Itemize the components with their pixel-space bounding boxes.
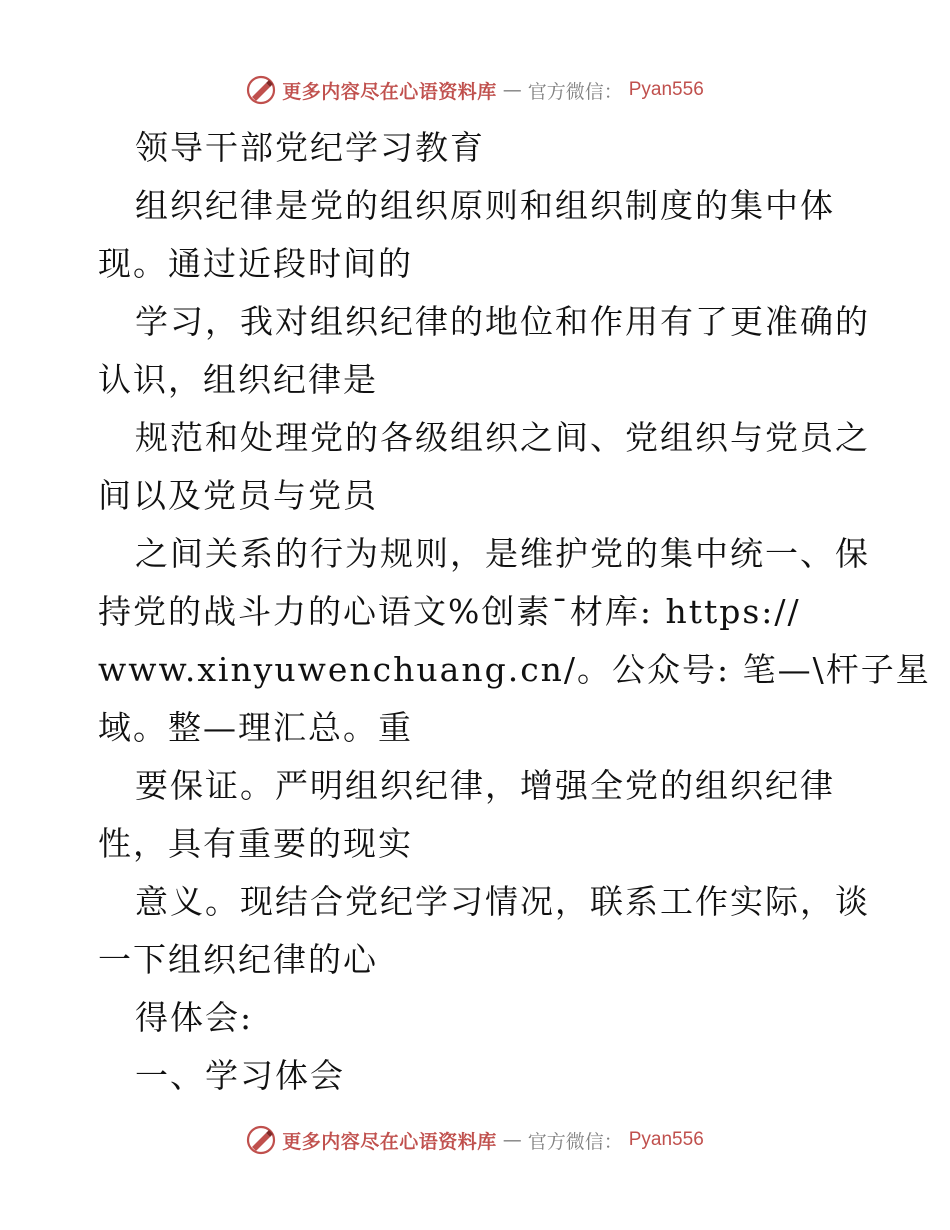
- header-banner-separator: —: [502, 79, 522, 101]
- footer-contact-id: Pyan556: [628, 1129, 704, 1150]
- paragraph-line: 一下组织纪律的心: [98, 940, 378, 979]
- paragraph-line: 之间关系的行为规则，是维护党的集中统一、保: [135, 534, 870, 573]
- pen-logo-icon: [246, 1125, 276, 1155]
- paragraph-line: 现。通过近段时间的: [98, 244, 413, 283]
- header-contact-id: Pyan556: [628, 79, 704, 100]
- paragraph-line: 规范和处理党的各级组织之间、党组织与党员之: [135, 418, 870, 457]
- footer-banner-text: 更多内容尽在心语资料库: [282, 1130, 497, 1153]
- paragraph-line: 组织纪律是党的组织原则和组织制度的集中体: [135, 186, 835, 225]
- paragraph-line: 性，具有重要的现实: [98, 824, 413, 863]
- header-contact-label: 官方微信：: [527, 80, 623, 103]
- paragraph-line: 持党的战斗力的心语文%创素¯材库: https://: [98, 592, 801, 631]
- paragraph-line: 认识，组织纪律是: [98, 360, 378, 399]
- paragraph-line: 学习，我对组织纪律的地位和作用有了更准确的: [135, 302, 870, 341]
- footer-banner: [0, 1122, 950, 1158]
- document-title: 领导干部党纪学习教育: [135, 128, 485, 167]
- footer-contact-label: 官方微信：: [527, 1130, 623, 1153]
- pen-logo-icon: [246, 75, 276, 105]
- paragraph-line: 要保证。严明组织纪律，增强全党的组织纪律: [135, 766, 835, 805]
- paragraph-line: www.xinyuwenchuang.cn/。公众号: 笔—\杆子星: [98, 650, 931, 689]
- paragraph-line: 间以及党员与党员: [98, 476, 378, 515]
- section-heading: 一、学习体会: [135, 1056, 345, 1095]
- paragraph-line: 得体会:: [135, 998, 254, 1037]
- header-banner-text: 更多内容尽在心语资料库: [282, 80, 497, 103]
- header-banner: [0, 72, 950, 108]
- paragraph-line: 域。整—理汇总。重: [98, 708, 413, 747]
- paragraph-line: 意义。现结合党纪学习情况，联系工作实际，谈: [135, 882, 870, 921]
- footer-banner-separator: —: [502, 1129, 522, 1151]
